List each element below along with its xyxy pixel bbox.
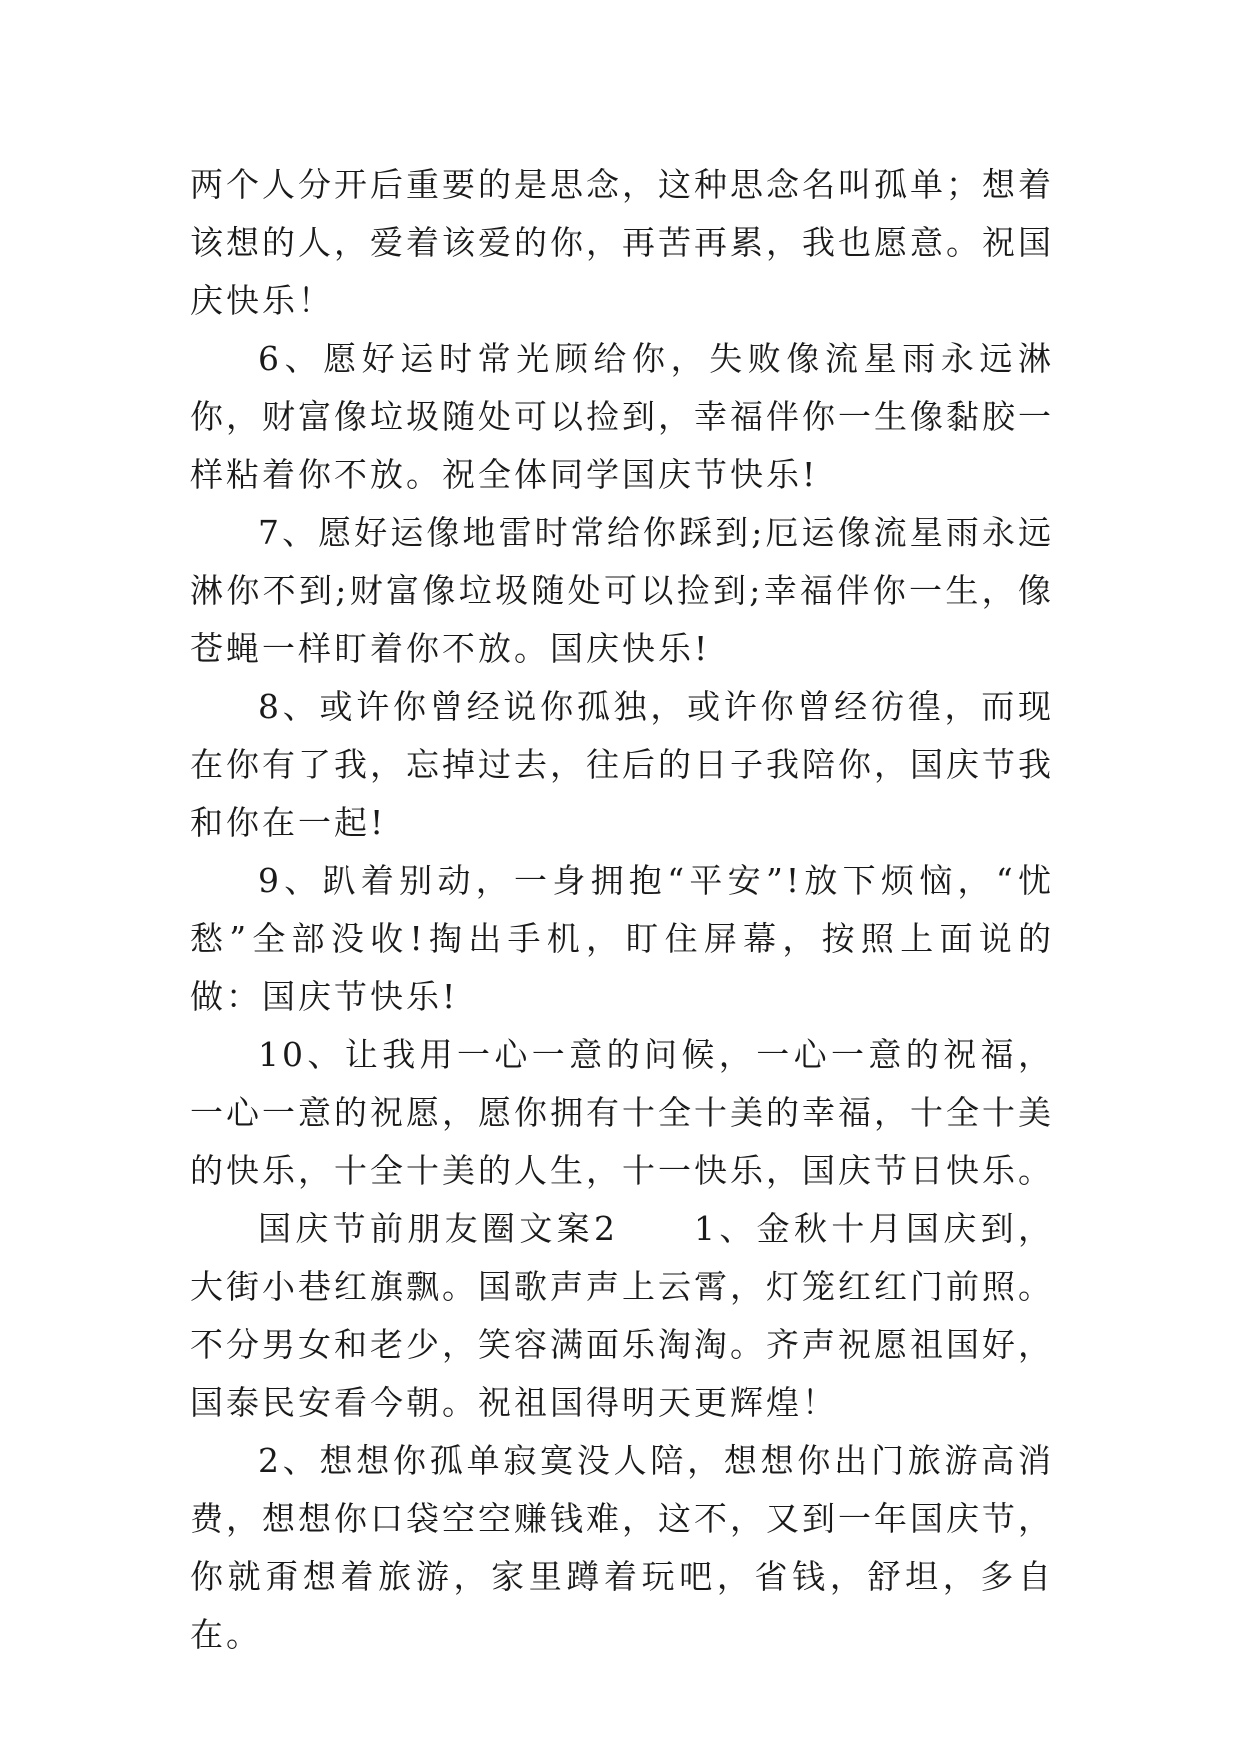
paragraph-section-2-item-2: 2、想想你孤单寂寞没人陪，想想你出门旅游高消费，想想你口袋空空赚钱难，这不，又到一年国庆节，你就甭想着旅游，家里蹲着玩吧，省钱，舒坦，多自在。 <box>190 1441 1054 1654</box>
paragraph-item-7: 7、愿好运像地雷时常给你踩到;厄运像流星雨永远淋你不到;财富像垃圾随处可以捡到;幸福伴你一生，像苍蝇一样盯着你不放。国庆快乐! <box>190 513 1054 668</box>
paragraph-item-8: 8、或许你曾经说你孤独，或许你曾经彷徨，而现在你有了我，忘掉过去，往后的日子我陪你，国庆节我和你在一起! <box>190 687 1054 842</box>
paragraph-item-10: 10、让我用一心一意的问候，一心一意的祝福，一心一意的祝愿，愿你拥有十全十美的幸福，十全十美的快乐，十全十美的人生，十一快乐，国庆节日快乐。 <box>190 1035 1054 1190</box>
paragraph-section-2-item-1: 国庆节前朋友圈文案2 1、金秋十月国庆到，大街小巷红旗飘。国歌声声上云霄，灯笼红红门前照。不分男女和老少，笑容满面乐淘淘。齐声祝愿祖国好，国泰民安看今朝。祝祖国得明天更辉煌！ <box>190 1209 1054 1422</box>
paragraph-item-6: 6、愿好运时常光顾给你，失败像流星雨永远淋你，财富像垃圾随处可以捡到，幸福伴你一生像黏胶一样粘着你不放。祝全体同学国庆节快乐! <box>190 339 1054 494</box>
paragraph-item-9: 9、趴着别动，一身拥抱“平安”!放下烦恼，“忧愁”全部没收!掏出手机，盯住屏幕，按照上面说的做：国庆节快乐! <box>190 861 1054 1016</box>
document-body <box>190 156 1054 1664</box>
paragraph-intro: 两个人分开后重要的是思念，这种思念名叫孤单；想着该想的人，爱着该爱的你，再苦再累，我也愿意。祝国庆快乐！ <box>190 165 1054 320</box>
